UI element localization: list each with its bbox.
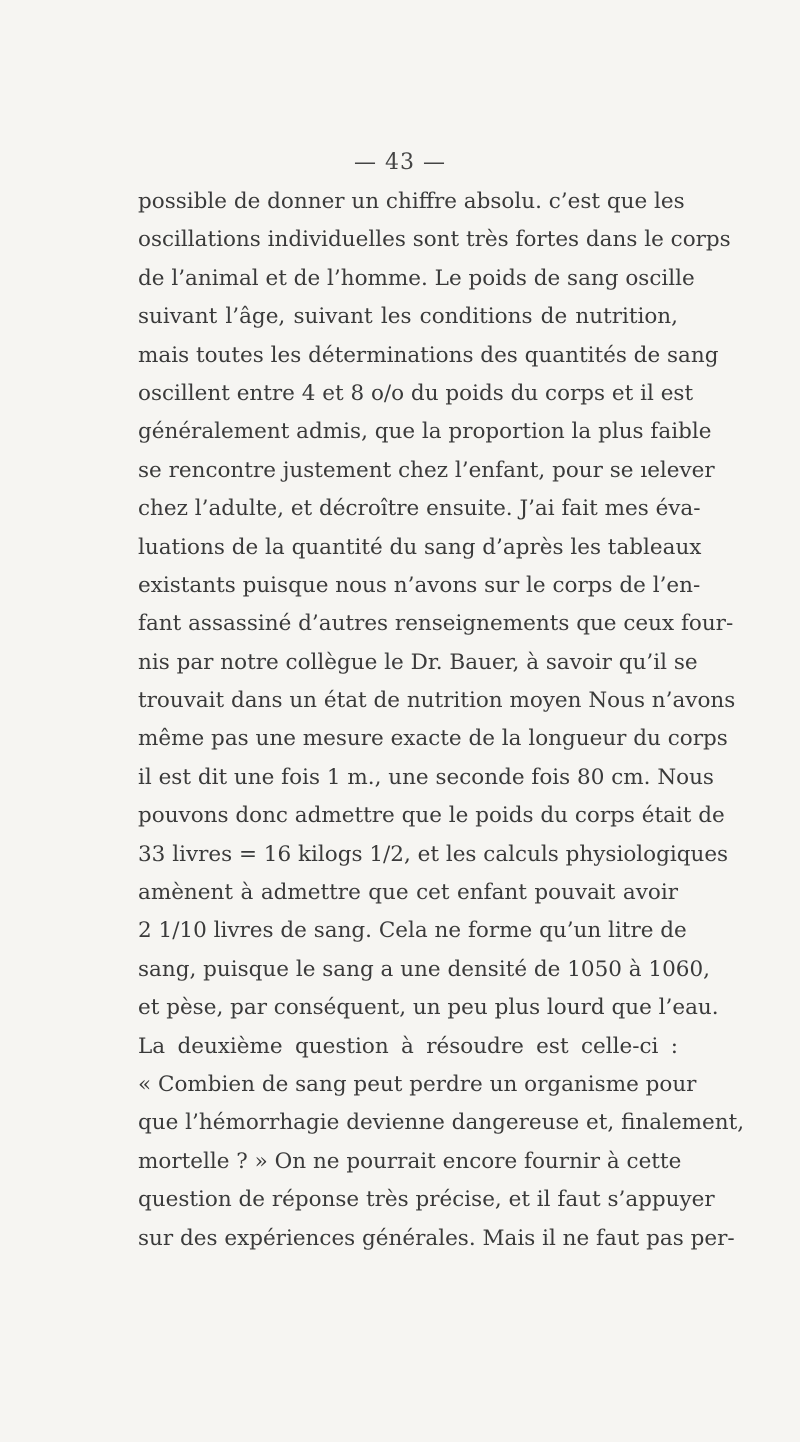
text-line: et pèse, par conséquent, un peu plus lourd que l’eau. [138,995,719,1021]
text-line: mortelle ? » On ne pourrait encore fournir à cette [138,1148,682,1174]
text-line: il est dit une fois 1 m., une seconde fois 80 cm. Nous [138,764,714,790]
text-line: possible de donner un chiffre absolu. c’est que les [138,189,685,214]
text-line: sang, puisque le sang a une densité de 1050 à 1060, [138,956,710,982]
text-line: La deuxième question à résoudre est celle-ci : [138,1033,678,1059]
text-line: amènent à admettre que cet enfant pouvait avoir [138,880,678,906]
text-line: sur des expériences générales. Mais il ne faut pas per- [138,1225,735,1251]
text-line: se rencontre justement chez l’enfant, pour se ıelever [138,457,715,483]
text-line: 33 livres = 16 kilogs 1/2, et les calculs physiologiques [138,841,729,867]
text-line: fant assassiné d’autres renseignements que ceux four- [138,611,734,637]
text-line: nis par notre collègue le Dr. Bauer, à savoir qu’il se [138,649,698,675]
text-line: même pas une mesure exacte de la longueur du corps [138,726,728,752]
text-line: de l’animal et de l’homme. Le poids de sang oscille [138,265,695,291]
text-line: trouvait dans un état de nutrition moyen Nous n’avons [138,688,736,714]
text-line: oscillent entre 4 et 8 o/o du poids du corps et il est [138,380,694,406]
text-line: suivant l’âge, suivant les conditions de nutrition, [138,304,678,330]
text-line: que l’hémorrhagie devienne dangereuse et, finalement, [138,1110,745,1136]
text-line: existants puisque nous n’avons sur le corps de l’en- [138,572,701,598]
text-line: oscillations individuelles sont très fortes dans le corps [138,227,731,253]
text-line: généralement admis, que la proportion la plus faible [138,419,712,445]
text-line: question de réponse très précise, et il faut s’appuyer [138,1187,715,1213]
text-line: « Combien de sang peut perdre un organisme pour [138,1071,697,1097]
text-line: luations de la quantité du sang d’après les tableaux [138,534,702,560]
text-line: mais toutes les déterminations des quantités de sang [138,342,719,368]
text-line: pouvons donc admettre que le poids du corps était de [138,803,725,829]
page-number: — 43 — [354,150,446,175]
text-line: 2 1/10 livres de sang. Cela ne forme qu’un litre de [138,918,687,944]
text-line: chez l’adulte, et décroître ensuite. J’ai fait mes éva- [138,496,701,522]
body-text [138,183,745,1258]
